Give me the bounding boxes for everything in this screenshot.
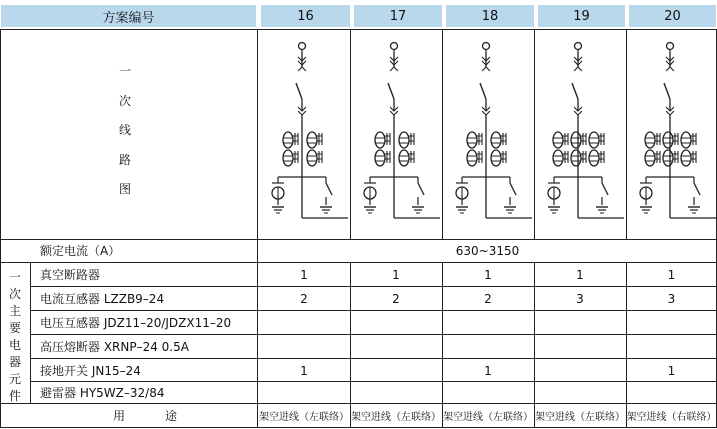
- current-transformer-symbol: [375, 150, 385, 166]
- current-transformer-symbol: [375, 132, 385, 148]
- plug-contact-top: [298, 67, 306, 71]
- header-scheme-16: 16: [261, 5, 350, 27]
- ct-mark: [501, 151, 506, 163]
- component-value: [350, 359, 442, 382]
- current-transformer-symbol: [283, 132, 293, 148]
- breaker-blade: [480, 83, 486, 99]
- header-scheme-17: 17: [354, 5, 442, 27]
- group-label-char: 器: [8, 355, 21, 369]
- current-transformer-symbol: [571, 132, 581, 148]
- component-value: 3: [576, 292, 584, 306]
- ct-mark: [673, 133, 678, 145]
- circuit-diagram-17: [350, 33, 442, 238]
- breaker-blade: [664, 83, 670, 99]
- earthing-switch-blade: [602, 183, 608, 195]
- current-transformer-symbol: [663, 150, 673, 166]
- current-transformer-symbol: [283, 150, 293, 166]
- plug-contact-top: [482, 67, 490, 71]
- ct-mark: [655, 151, 660, 163]
- component-value: [626, 311, 717, 335]
- usage-label-char: 用: [112, 408, 125, 423]
- diagram-label-char: 一: [118, 64, 131, 78]
- component-label-arrester: 避雷器 HY5WZ–32/84: [40, 386, 165, 400]
- grid-hline: [0, 427, 717, 428]
- grid-vline: [442, 262, 443, 427]
- plug-contact-top: [390, 67, 398, 71]
- component-value: [350, 311, 442, 335]
- component-value: 1: [484, 268, 492, 282]
- grid-vline: [442, 29, 443, 239]
- current-transformer-symbol: [467, 150, 477, 166]
- header-scheme-20: 20: [629, 5, 716, 27]
- earthing-switch-blade: [418, 183, 424, 195]
- breaker-blade: [296, 83, 302, 99]
- ct-mark: [293, 133, 298, 145]
- grid-hline: [30, 286, 717, 287]
- usage-18: 架空进线（左联络）: [443, 411, 533, 423]
- ct-mark: [655, 133, 660, 145]
- current-transformer-symbol: [491, 150, 501, 166]
- ct-mark: [581, 133, 586, 145]
- ct-mark: [599, 151, 604, 163]
- component-value: [258, 311, 350, 335]
- component-value: 1: [300, 268, 308, 282]
- component-value: 1: [300, 363, 308, 378]
- ct-mark: [409, 151, 414, 163]
- component-value: 1: [667, 268, 676, 282]
- ct-mark: [385, 151, 390, 163]
- circuit-diagram-16: [258, 33, 350, 238]
- component-value: [534, 335, 626, 359]
- ct-mark: [317, 133, 322, 145]
- rated-current-value: 630~3150: [455, 243, 520, 258]
- diagram-row-label: [115, 62, 135, 197]
- earthing-switch-blade: [694, 183, 700, 195]
- current-transformer-symbol: [589, 150, 599, 166]
- group-label-char: 元: [8, 372, 21, 386]
- current-transformer-symbol: [491, 132, 501, 148]
- group-label-char: 一: [8, 270, 21, 284]
- current-transformer-symbol: [663, 132, 673, 148]
- grid-hline: [30, 358, 717, 359]
- diagram-label-char: 路: [118, 152, 131, 167]
- component-value: 1: [484, 363, 492, 378]
- grid-hline: [0, 403, 717, 404]
- current-transformer-symbol: [571, 150, 581, 166]
- circuit-diagram-20: [626, 33, 717, 238]
- current-transformer-symbol: [307, 150, 317, 166]
- component-value: [626, 335, 717, 359]
- earthing-switch-blade: [326, 183, 332, 195]
- grid-hline: [0, 262, 717, 263]
- grid-vline: [0, 29, 1, 427]
- terminal-circle: [483, 43, 490, 50]
- header-scheme-18: 18: [446, 5, 534, 27]
- current-transformer-symbol: [307, 132, 317, 148]
- component-value: [350, 382, 442, 404]
- component-group-label: [5, 268, 25, 403]
- ct-mark: [691, 151, 696, 163]
- usage-label-char: 途: [165, 408, 178, 423]
- ct-mark: [293, 151, 298, 163]
- group-label-char: 要: [8, 321, 21, 335]
- ct-mark: [563, 151, 568, 163]
- component-value: [626, 382, 717, 404]
- grid-vline: [626, 29, 627, 239]
- ct-mark: [581, 151, 586, 163]
- header-scheme-label: 方案编号: [1, 5, 256, 27]
- component-value: [534, 382, 626, 404]
- usage-19: 架空进线（左联络）: [535, 411, 625, 423]
- grid-vline: [534, 262, 535, 427]
- grid-vline: [257, 29, 258, 427]
- component-value: [534, 359, 626, 382]
- ct-mark: [673, 151, 678, 163]
- ct-mark: [691, 133, 696, 145]
- ct-mark: [477, 133, 482, 145]
- component-value: [258, 382, 350, 404]
- grid-vline: [626, 262, 627, 427]
- component-label-breaker: 真空断路器: [40, 268, 101, 282]
- breaker-blade: [572, 83, 578, 99]
- current-transformer-symbol: [399, 132, 409, 148]
- grid-vline: [30, 262, 31, 403]
- diagram-label-char: 线: [118, 123, 131, 137]
- header-scheme-19: 19: [538, 5, 625, 27]
- plug-contact-top: [666, 67, 674, 71]
- usage-label: [32, 404, 258, 426]
- terminal-circle: [299, 43, 306, 50]
- current-transformer-symbol: [553, 132, 563, 148]
- circuit-diagram-18: [442, 33, 534, 238]
- diagram-label-char: 图: [118, 182, 131, 196]
- current-transformer-symbol: [553, 150, 563, 166]
- component-value: [442, 335, 534, 359]
- grid-hline: [30, 310, 717, 311]
- circuit-diagram-19: [534, 33, 626, 238]
- component-value: [442, 382, 534, 404]
- grid-vline: [350, 262, 351, 427]
- terminal-circle: [391, 43, 398, 50]
- component-value: 3: [667, 292, 676, 306]
- ct-mark: [477, 151, 482, 163]
- current-transformer-symbol: [681, 132, 691, 148]
- terminal-circle: [575, 43, 582, 50]
- group-label-char: 次: [8, 287, 21, 301]
- group-label-char: 主: [8, 304, 21, 318]
- grid-hline: [30, 381, 717, 382]
- component-value: [534, 311, 626, 335]
- component-value: 2: [392, 292, 400, 306]
- component-value: [442, 311, 534, 335]
- current-transformer-symbol: [645, 150, 655, 166]
- current-transformer-symbol: [467, 132, 477, 148]
- current-transformer-symbol: [589, 132, 599, 148]
- component-value: 1: [576, 268, 584, 282]
- grid-vline: [350, 29, 351, 239]
- component-value: 1: [392, 268, 400, 282]
- ct-mark: [599, 133, 604, 145]
- earthing-switch-blade: [510, 183, 516, 195]
- diagram-label-char: 次: [118, 93, 131, 108]
- component-label-ct: 电流互感器 LZZB9–24: [40, 292, 165, 306]
- grid-hline: [0, 239, 717, 240]
- ct-mark: [317, 151, 322, 163]
- current-transformer-symbol: [681, 150, 691, 166]
- plug-contact-top: [574, 67, 582, 71]
- component-label-fuse: 高压熔断器 XRNP–24 0.5A: [40, 340, 189, 354]
- ct-mark: [385, 133, 390, 145]
- terminal-circle: [667, 43, 674, 50]
- usage-17: 架空进线（左联络）: [351, 411, 441, 423]
- usage-16: 架空进线（左联络）: [259, 411, 349, 423]
- grid-hline: [0, 29, 717, 30]
- ct-mark: [501, 133, 506, 145]
- component-value: 1: [667, 363, 676, 378]
- rated-current-label: 额定电流（A）: [40, 244, 121, 258]
- ct-mark: [563, 133, 568, 145]
- ct-mark: [409, 133, 414, 145]
- component-value: [350, 335, 442, 359]
- current-transformer-symbol: [399, 150, 409, 166]
- usage-20: 架空进线（右联络）: [626, 411, 717, 423]
- grid-hline: [30, 334, 717, 335]
- current-transformer-symbol: [645, 132, 655, 148]
- component-value: 2: [484, 292, 492, 306]
- component-value: [258, 335, 350, 359]
- component-label-pt: 电压互感器 JDZ11–20/JDZX11–20: [40, 316, 232, 330]
- component-label-earthing-switch: 接地开关 JN15–24: [40, 364, 141, 378]
- breaker-blade: [388, 83, 394, 99]
- group-label-char: 电: [8, 338, 21, 352]
- group-label-char: 件: [8, 389, 21, 403]
- grid-vline: [534, 29, 535, 239]
- component-value: 2: [300, 292, 308, 306]
